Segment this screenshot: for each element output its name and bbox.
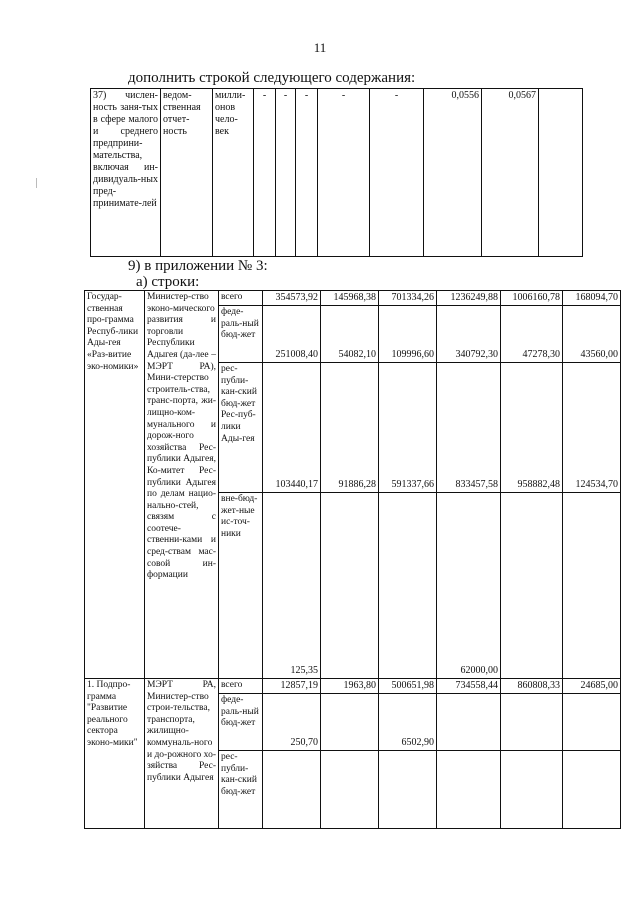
amount-cell: 24685,00 xyxy=(563,679,621,694)
dash-cell: - xyxy=(254,89,276,257)
program-name: 1. Подпро-грамма "Развитие реального сектора эконо-мики" xyxy=(85,679,145,829)
table-row xyxy=(85,679,621,694)
indicator-table xyxy=(90,88,583,257)
table-row xyxy=(85,291,621,306)
amount-cell: 168094,70 xyxy=(563,291,621,306)
page-number: 11 xyxy=(313,40,327,55)
amount-cell: 591337,66 xyxy=(379,363,437,493)
amount-cell xyxy=(563,493,621,679)
funding-source: всего xyxy=(219,679,263,694)
heading-add-row: дополнить строкой следующего содержания: xyxy=(128,70,416,86)
margin-mark xyxy=(36,178,37,188)
dash-cell: - xyxy=(318,89,370,257)
amount-cell: 833457,58 xyxy=(437,363,501,493)
amount-cell xyxy=(321,694,379,751)
heading-item-a: а) строки: xyxy=(136,274,200,290)
amount-cell xyxy=(501,694,563,751)
budget-table xyxy=(84,290,621,829)
amount-cell xyxy=(501,493,563,679)
funding-source: рес-публи-кан-ский бюд-жет Рес-пуб-лики Ады-гея xyxy=(219,363,263,493)
amount-cell: 701334,26 xyxy=(379,291,437,306)
amount-cell: 62000,00 xyxy=(437,493,501,679)
amount-cell xyxy=(321,493,379,679)
amount-cell: 12857,19 xyxy=(263,679,321,694)
amount-cell: 145968,38 xyxy=(321,291,379,306)
funding-source: вне-бюд-жет-ные ис-точ-ники xyxy=(219,493,263,679)
funding-source: феде-раль-ный бюд-жет xyxy=(219,306,263,363)
program-executor: Министер-ство эконо-мического развития и торговли Республики Адыгея (да-лее – МЭРТ РА), Мини-стерство строитель-ства, транс-порта, жи-лищно-ком-мунального и дорож-ного хозяйства Рес-публики Адыгея, Ко-митет Рес-публики Адыгея по делам нацио-нально-стей, связям с соотече-ственни-ками и сред-ствам мас-совой ин-формации xyxy=(145,291,219,679)
amount-cell xyxy=(437,751,501,829)
amount-cell: 125,35 xyxy=(263,493,321,679)
program-name: Государ-ственная про-грамма Респуб-лики Ады-гея «Раз-витие эко-номики» xyxy=(85,291,145,679)
indicator-source: ведом-ственная отчет-ность xyxy=(161,89,213,257)
amount-cell: 1963,80 xyxy=(321,679,379,694)
funding-source: рес-публи-кан-ский бюд-жет xyxy=(219,751,263,829)
table-row xyxy=(91,89,583,257)
amount-cell: 860808,33 xyxy=(501,679,563,694)
amount-cell: 500651,98 xyxy=(379,679,437,694)
amount-cell: 354573,92 xyxy=(263,291,321,306)
amount-cell xyxy=(563,694,621,751)
amount-cell: 43560,00 xyxy=(563,306,621,363)
amount-cell xyxy=(563,751,621,829)
heading-item9: 9) в приложении № 3: xyxy=(128,258,268,274)
amount-cell: 47278,30 xyxy=(501,306,563,363)
dash-cell: - xyxy=(296,89,318,257)
amount-cell: 54082,10 xyxy=(321,306,379,363)
funding-source: всего xyxy=(219,291,263,306)
amount-cell: 1006160,78 xyxy=(501,291,563,306)
amount-cell xyxy=(501,751,563,829)
value-cell: 0,0567 xyxy=(482,89,539,257)
empty-cell xyxy=(539,89,583,257)
amount-cell: 103440,17 xyxy=(263,363,321,493)
amount-cell: 251008,40 xyxy=(263,306,321,363)
amount-cell: 1236249,88 xyxy=(437,291,501,306)
amount-cell: 91886,28 xyxy=(321,363,379,493)
amount-cell: 734558,44 xyxy=(437,679,501,694)
amount-cell: 340792,30 xyxy=(437,306,501,363)
indicator-unit: милли-онов чело-век xyxy=(213,89,254,257)
amount-cell xyxy=(437,694,501,751)
amount-cell: 6502,90 xyxy=(379,694,437,751)
amount-cell xyxy=(263,751,321,829)
dash-cell: - xyxy=(370,89,424,257)
amount-cell: 958882,48 xyxy=(501,363,563,493)
value-cell: 0,0556 xyxy=(424,89,482,257)
amount-cell xyxy=(321,751,379,829)
amount-cell xyxy=(379,493,437,679)
amount-cell: 109996,60 xyxy=(379,306,437,363)
amount-cell: 250,70 xyxy=(263,694,321,751)
indicator-name: 37) числен-ность заня-тых в сфере малого и среднего предприни-мательства, включая ин-дивидуаль-ных пред-принимате-лей xyxy=(91,89,161,257)
amount-cell: 124534,70 xyxy=(563,363,621,493)
funding-source: феде-раль-ный бюд-жет xyxy=(219,694,263,751)
amount-cell xyxy=(379,751,437,829)
program-executor: МЭРТ РА, Министер-ство строи-тельства, транспорта, жилищно-коммуналь-ного и до-рожного хо-зяйства Рес-публики Адыгея xyxy=(145,679,219,829)
dash-cell: - xyxy=(276,89,296,257)
